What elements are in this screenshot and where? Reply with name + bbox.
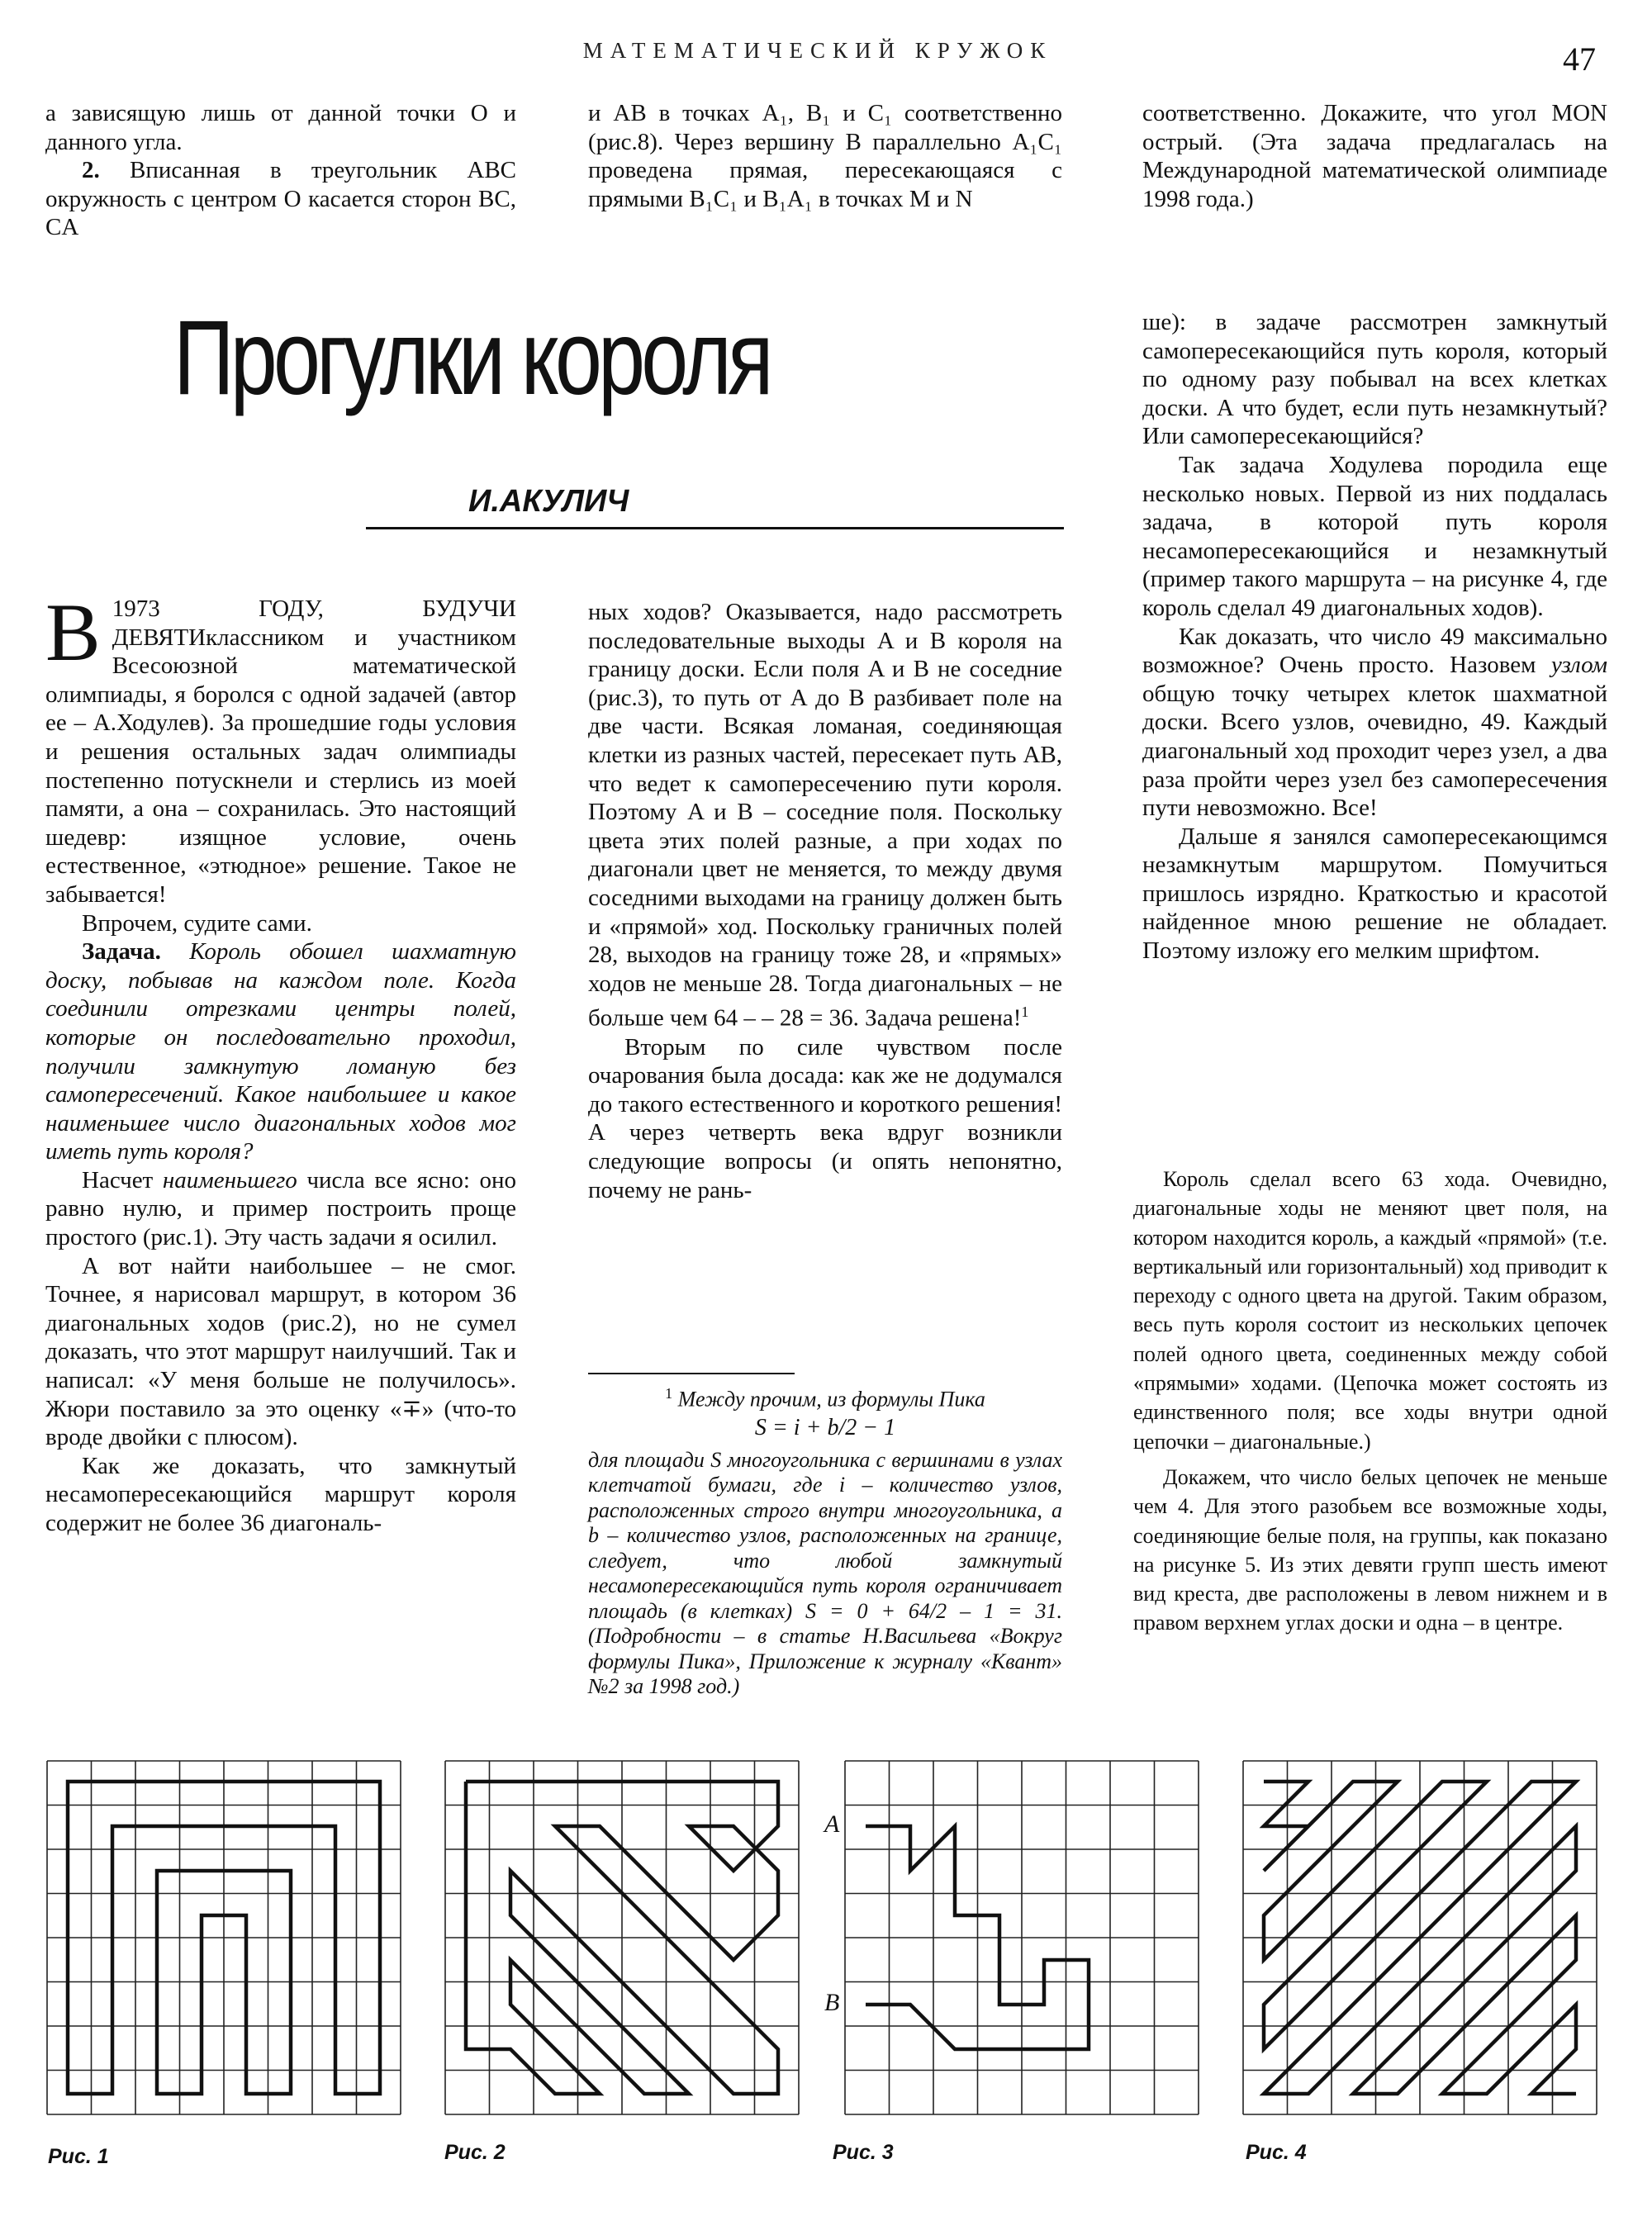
paragraph: Вторым по силе чувством после очарования была досада: как же не додумался до такого естественного и короткого решения! А через четверть века вдруг возникли следующие вопросы (и опять непонятно, почему не рань-: [588, 1033, 1062, 1203]
figure-3-label-b: B: [824, 1989, 840, 2016]
figure-3-caption: Рис. 3: [833, 2141, 894, 2164]
footnote-rule: [588, 1373, 795, 1374]
problem-number: 2.: [82, 157, 100, 184]
figure-2-caption: Рис. 2: [444, 2141, 506, 2164]
top-col2-paragraph: и AB в точках A₁, B₁ и C₁ соответственно (рис.8). Через вершину B параллельно A₁C₁ проведена прямая, пересекающаяся с прямыми B₁C₁ и B₁A₁ в точках M и N: [588, 100, 1062, 212]
figure-1-caption: Рис. 1: [48, 2145, 109, 2168]
paragraph: А вот найти наибольшее – не смог. Точнее, я нарисовал маршрут, в котором 36 диагональных ходов (рис.2), но не сумел доказать, что этот маршрут наилучший. Так и написал: «У меня больше не получилось». Жюри поставило за это оценку «∓» (что-то вроде двойки с плюсом).: [45, 1252, 516, 1451]
pick-formula: S = i + b/2 − 1: [754, 1415, 896, 1441]
drop-cap: В: [45, 586, 101, 678]
top-col1-paragraph: а зависящую лишь от данной точки O и данного угла.: [45, 100, 516, 155]
small-paragraph: Докажем, что число белых цепочек не меньше чем 4. Для этого разобьем все возможные ходы, соединяющие белые поля, на группы, как показано на рисунке 5. Из этих девяти групп шесть имеют вид креста, две расположены в левом нижнем и в правом верхнем углах доски и одна – в центре.: [1133, 1464, 1607, 1635]
figure-2-board: [444, 1759, 800, 2116]
top-column-2: [588, 99, 1062, 213]
article-column-2: [588, 598, 1062, 1204]
footnote-marker: 1: [1021, 1004, 1029, 1021]
paragraph: ных ходов? Оказывается, надо рассмотреть последовательные выходы A и B короля на границу доски. Если поля A и B не соседние (рис.3), то путь от A до B разбивает поле на две части. Всякая ломаная, соединяющая клетки из разных частей, пересекает путь AB, что ведет к самопересечению пути короля. Поэтому A и B – соседние поля. Поскольку цвета этих полей разные, а при ходах по диагонали цвет не меняется, то между двумя соседними выходами на границу должен быть и «прямой» ход. Поскольку граничных полей 28, выходов на границу тоже 28, и «прямых» ходов не меньше 28. Тогда диагональных – не больше чем 64 – – 28 = 36. Задача решена!$^1$: [588, 599, 1062, 1032]
task-label: Задача.: [82, 938, 161, 966]
top-col3-paragraph: соответственно. Докажите, что угол MON острый. (Эта задача предлагалась на Международной математической олимпиаде 1998 года.): [1142, 100, 1607, 212]
intro-paragraph: В 1973 ГОДУ, БУДУЧИ ДЕВЯТИклассником и участником Всесоюзной математической олимпиады, я боролся с одной задачей (автор ее – А.Ходулев). За прошедшие годы условия и решения остальных задач олимпиады постепенно потускнели и стерлись из моей памяти, а она – сохранилась. Это настоящий шедевр: изящное условие, очень естественное, «этюдное» решение. Такое не забывается!: [45, 586, 516, 908]
paragraph: Как доказать, что число 49 максимально возможное? Очень просто. Назовем узлом общую точку четырех клеток шахматной доски. Всего узлов, очевидно, 49. Каждый диагональный ход проходит через узел, а два раза пройти через узел без самопересечения пути невозможно. Все!: [1142, 623, 1608, 822]
chessboard-grid: [845, 1761, 1199, 2114]
running-title: МАТЕМАТИЧЕСКИЙ КРУЖОК: [582, 38, 1053, 63]
footnote-lead: $^1$ Между прочим, из формулы Пика: [665, 1385, 985, 1412]
figure-3-label-a: A: [824, 1810, 840, 1838]
paragraph: Так задача Ходулева породила еще несколько новых. Первой из них поддалась задача, в которой путь короля несамопересекающийся и незамкнутый (пример такого маршрута – на рисунке 4, где король сделал 49 диагональных ходов).: [1142, 451, 1607, 621]
small-paragraph: Король сделал всего 63 хода. Очевидно, диагональные ходы не меняют цвет поля, на котором находится король, а каждый «прямой» (т.е. вертикальный или горизонтальный) ход приводит к переходу с одного цвета на другой. Таким образом, весь путь короля состоит из нескольких цепочек полей одного цвета, соединенных между собой «прямыми» ходами. (Цепочка может состоять из единственного поля; все ходы внутри одной цепочки – диагональные.): [1133, 1167, 1607, 1454]
top-column-3: [1142, 99, 1607, 213]
footnote-body: для площади S многоугольника с вершинами в узлах клетчатой бумаги, где i – количество узлов, расположенных строго внутри многоугольника, а b – количество узлов, расположенных на границе, следует, что любой замкнутый несамопересекающийся путь короля ограничивает площадь (в клетках) S = 0 + 64/2 – 1 = 31. (Подробности – в статье Н.Васильева «Вокруг формулы Пика», Приложение к журналу «Квант» №2 за 1998 год.): [588, 1447, 1062, 1699]
page-number: 47: [1563, 40, 1596, 78]
small-print-block: [1133, 1165, 1607, 1638]
article-column-3: [1142, 308, 1607, 966]
paragraph: Как же доказать, что замкнутый несамопересекающийся маршрут короля содержит не более 36 диагональ-: [45, 1452, 516, 1536]
top-col1-problem-2: 2. Вписанная в треугольник ABC окружность с центром O касается сторон BC, CA: [45, 157, 517, 241]
top-column-1: [45, 99, 516, 242]
article-author: И.АКУЛИЧ: [468, 484, 629, 519]
footnote: [588, 1381, 1062, 1700]
paragraph: Насчет наименьшего числа все ясно: оно равно нулю, и пример построить проще простого (рис.1). Эту часть задачи я осилил.: [45, 1166, 517, 1251]
article-column-1: [45, 586, 517, 1538]
paragraph: Впрочем, судите сами.: [82, 909, 312, 937]
chessboard-grid: [445, 1761, 799, 2114]
task-statement: Задача. Король обошел шахматную доску, побывав на каждом поле. Когда соединили отрезками центры полей, которые он последовательно проходил, получили замкнутую ломаную без самопересечений. Какое наибольшее и какое наименьшее число диагональных ходов мог иметь путь короля?: [45, 938, 517, 1165]
figure-3-board: [843, 1759, 1200, 2116]
chessboard-grid: [47, 1761, 401, 2114]
title-rule: [366, 527, 1064, 529]
paragraph: Дальше я занялся самопересекающимся незамкнутым маршрутом. Помучиться пришлось изрядно. Краткостью и красотой найденное мною решение не обладает. Поэтому изложу его мелким шрифтом.: [1142, 823, 1607, 965]
article-title: Прогулки короля: [173, 299, 770, 417]
figure-1-board: [45, 1759, 402, 2116]
figure-4-board: [1241, 1759, 1598, 2116]
figure-4-caption: Рис. 4: [1246, 2141, 1307, 2164]
paragraph: ше): в задаче рассмотрен замкнутый самопересекающийся путь короля, который по одному разу побывал на всех клетках доски. А что будет, если путь незамкнутый? Или самопересекающийся?: [1142, 309, 1607, 450]
